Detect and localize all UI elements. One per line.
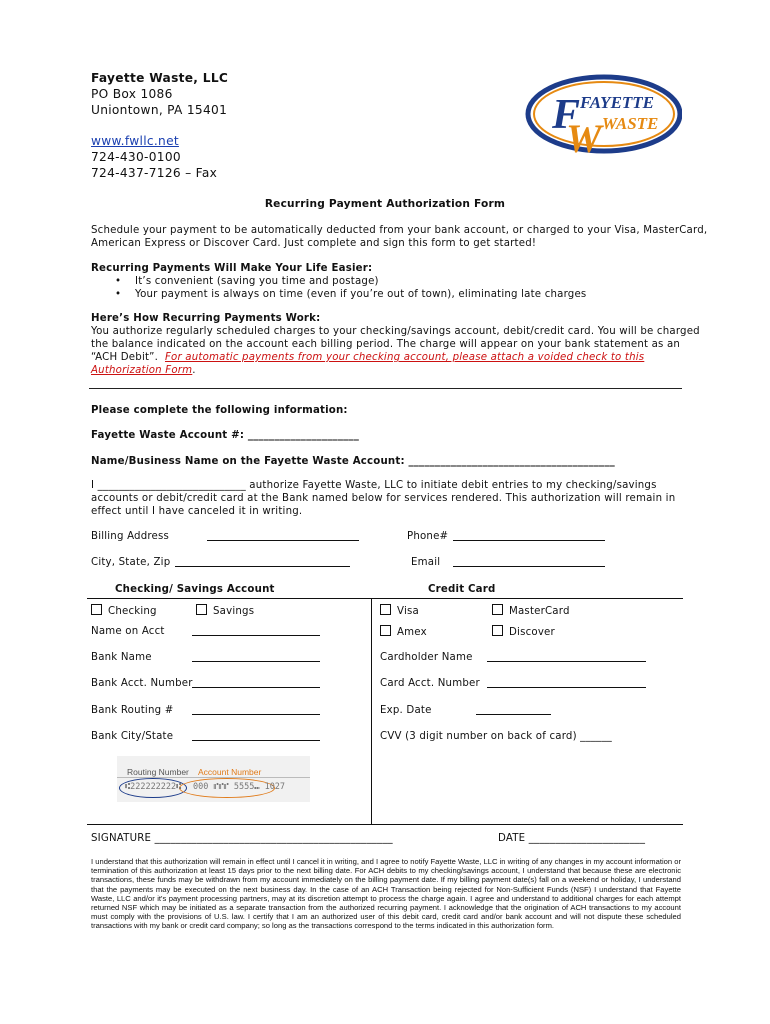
savings-label: Savings [213, 606, 255, 617]
logo-text-line1: FAYETTE [580, 93, 655, 112]
table-top-border [87, 598, 683, 599]
bank-acct-input[interactable] [192, 687, 320, 688]
bullet-icon: • [115, 276, 122, 287]
card-acct-label: Card Acct. Number [380, 678, 480, 689]
how-heading: Here’s How Recurring Payments Work: [91, 313, 321, 324]
logo-f-letter: F [552, 92, 581, 138]
phone-label: Phone# [407, 531, 449, 542]
mastercard-label: MasterCard [509, 606, 570, 617]
bank-name-label: Bank Name [91, 652, 152, 663]
bank-acct-label: Bank Acct. Number [91, 678, 193, 689]
signature-field[interactable]: SIGNATURE _____________________________________________ [91, 833, 393, 844]
table-bottom-border [87, 824, 683, 825]
company-fax: 724-437-7126 – Fax [91, 166, 218, 180]
mastercard-option[interactable] [492, 604, 570, 618]
intro-line1: Schedule your payment to be automatically deducted from your bank account, or charged to your Visa, MasterCard, [91, 225, 708, 236]
checkbox-icon[interactable] [380, 604, 391, 615]
company-website-link[interactable]: www.fwllc.net [91, 134, 179, 148]
name-on-acct-label: Name on Acct [91, 626, 165, 637]
checking-option[interactable] [91, 604, 157, 618]
city-state-zip-input[interactable] [175, 566, 350, 567]
how-period: . [192, 365, 196, 376]
cardholder-name-label: Cardholder Name [380, 652, 473, 663]
ach-debit-text: “ACH Debit”. [91, 352, 159, 363]
authorization-line2: accounts or debit/credit card at the Bank named below for services rendered. This authorization will remain in [91, 493, 676, 504]
benefits-heading: Recurring Payments Will Make Your Life Easier: [91, 263, 373, 274]
micr-account-text: 000 ⑈⑈⑈ 5555⑉ 1027 [193, 782, 286, 792]
authorization-line1[interactable]: I ____________________________ authorize Fayette Waste, LLC to initiate debit entries to my checking/savings [91, 480, 657, 491]
section-divider [89, 388, 682, 389]
bank-city-state-label: Bank City/State [91, 731, 174, 742]
discover-label: Discover [509, 627, 555, 638]
logo-text-line2: WASTE [602, 114, 659, 133]
how-line4 [91, 364, 196, 377]
visa-option[interactable] [380, 604, 419, 618]
email-input[interactable] [453, 566, 605, 567]
checkbox-icon[interactable] [380, 625, 391, 636]
bank-name-input[interactable] [192, 661, 320, 662]
account-number-field[interactable]: Fayette Waste Account #: _____________________ [91, 430, 360, 441]
voided-check-note-end: Authorization Form [91, 365, 193, 376]
amex-label: Amex [397, 627, 427, 638]
company-address-line1: PO Box 1086 [91, 87, 173, 101]
company-phone: 724-430-0100 [91, 150, 181, 164]
benefit-item: Your payment is always on time (even if you’re out of town), eliminating late charges [135, 289, 587, 300]
account-name-field[interactable]: Name/Business Name on the Fayette Waste Account: _______________________________________ [91, 456, 615, 467]
benefit-item: It’s convenient (saving you time and postage) [135, 276, 379, 287]
billing-address-label: Billing Address [91, 531, 170, 542]
cvv-field[interactable]: CVV (3 digit number on back of card) ______ [380, 731, 612, 742]
cardholder-name-input[interactable] [487, 661, 646, 662]
discover-option[interactable] [492, 625, 555, 639]
bank-city-state-input[interactable] [192, 740, 320, 741]
micr-routing-text: ⑆222222222⑆ [125, 782, 182, 792]
phone-input[interactable] [453, 540, 605, 541]
how-line1: You authorize regularly scheduled charges to your checking/savings account, debit/credit card. You will be charged [91, 326, 700, 337]
checkbox-icon[interactable] [196, 604, 207, 615]
checkbox-icon[interactable] [492, 604, 503, 615]
credit-card-heading: Credit Card [428, 584, 496, 595]
voided-check-note: For automatic payments from your checking account, please attach a voided check to this [164, 352, 645, 363]
checking-heading: Checking/ Savings Account [115, 584, 275, 595]
name-on-acct-input[interactable] [192, 635, 320, 636]
checking-label: Checking [108, 606, 157, 617]
exp-date-input[interactable] [476, 714, 551, 715]
bullet-icon: • [115, 289, 122, 300]
how-line3 [91, 351, 644, 364]
account-number-label: Account Number [198, 767, 262, 777]
card-acct-input[interactable] [487, 687, 646, 688]
sample-check-image [117, 756, 310, 802]
checkbox-icon[interactable] [492, 625, 503, 636]
amex-option[interactable] [380, 625, 427, 639]
routing-number-label: Routing Number [127, 767, 189, 777]
complete-heading: Please complete the following information: [91, 405, 348, 416]
logo-w-letter: W [566, 116, 602, 160]
savings-option[interactable] [196, 604, 254, 618]
how-line2: the balance indicated on the account each billing period. The charge will appear on your bank statement as an [91, 339, 681, 350]
bank-routing-label: Bank Routing # [91, 705, 174, 716]
checkbox-icon[interactable] [91, 604, 102, 615]
terms-paragraph: I understand that this authorization will remain in effect until I cancel it in writing, and I agree to notify Fayette Waste, LLC in writing of any changes in my account information or termination of this authorization at least 15 days prior to the next billing date. For ACH debits to my checking/savings account, I understand that because these are electronic transactions, these funds may be withdrawn from my account immediately on the billing payment date. If my billing payment date(s) fall on a weekend or holiday, I understand that the payments may be executed on the next business day. In the case of an ACH Transaction being rejected for Non-Sufficient Funds (NSF) I understand that Fayette Waste, LLC and/or it's payment processing partners, may at its discretion attempt to process the charge again. I agree and understand to additional charges for each attempt returned NSF which may be initiated as a separate transaction from the authorized recurring payment. I acknowledge that the origination of ACH transactions to my account must comply with the provisions of U.S. law. I certify that I am an authorized user of this debit card, credit card and/or bank account and will not dispute these scheduled transactions with my bank or credit card company; so long as the transactions correspond to the terms indicated in this authorization form. [91, 857, 681, 931]
intro-line2: American Express or Discover Card. Just complete and sign this form to get started! [91, 238, 537, 249]
company-address-line2: Uniontown, PA 15401 [91, 103, 228, 117]
date-field[interactable]: DATE ______________________ [498, 833, 646, 844]
email-label: Email [411, 557, 441, 568]
city-state-zip-label: City, State, Zip [91, 557, 171, 568]
fayette-waste-logo [522, 72, 682, 160]
billing-address-input[interactable] [207, 540, 359, 541]
visa-label: Visa [397, 606, 419, 617]
bank-routing-input[interactable] [192, 714, 320, 715]
company-name: Fayette Waste, LLC [91, 71, 229, 85]
form-title: Recurring Payment Authorization Form [264, 198, 506, 210]
exp-date-label: Exp. Date [380, 705, 432, 716]
table-column-divider [371, 598, 372, 824]
authorization-line3: effect until I have canceled it in writing. [91, 506, 303, 517]
